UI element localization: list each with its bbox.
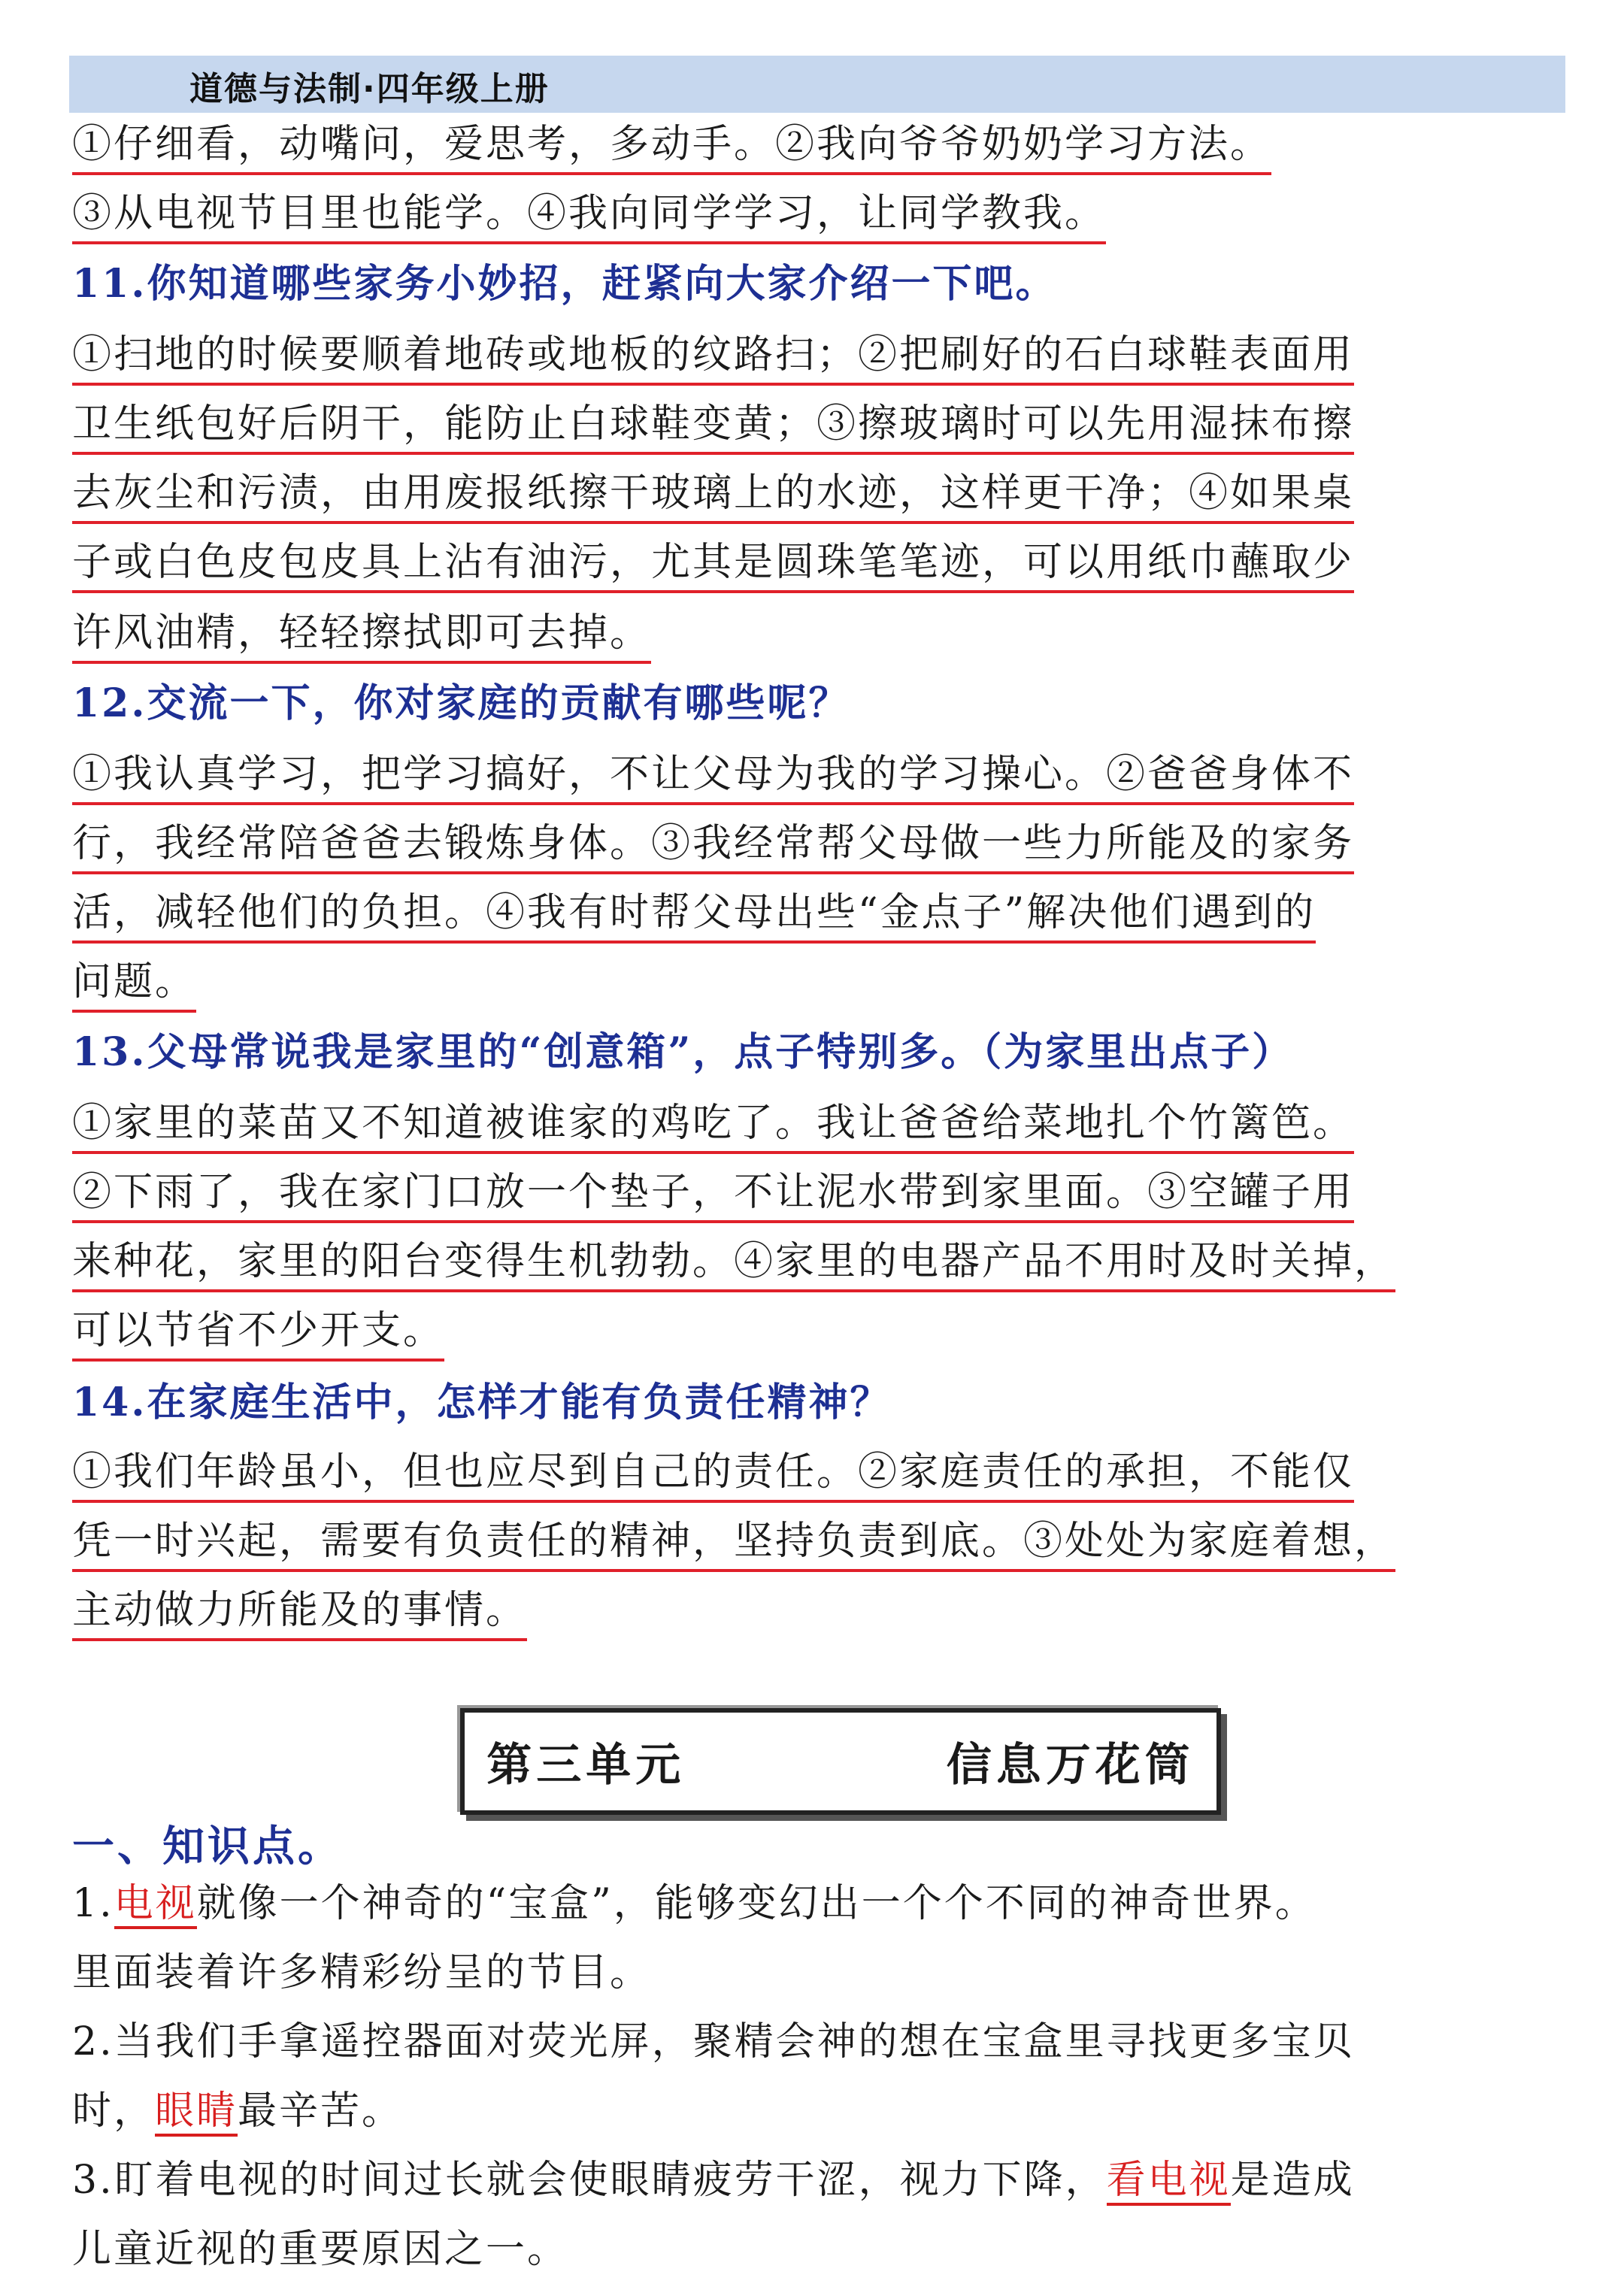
answer-line: 子或白色皮包皮具上沾有油污，尤其是圆珠笔笔迹，可以用纸巾蘸取少: [72, 531, 1354, 594]
answer-line: ①家里的菜苗又不知道被谁家的鸡吃了。我让爸爸给菜地扎个竹篱笆。: [72, 1092, 1354, 1155]
answer-line: 卫生纸包好后阴干，能防止白球鞋变黄；③擦玻璃时可以先用湿抹布擦: [72, 392, 1354, 456]
header-title: 道德与法制·四年级上册: [189, 70, 550, 108]
answer-line: 问题。: [72, 950, 196, 1013]
unit-title: 第三单元 信息万花筒: [486, 1739, 1195, 1792]
answer-line: 凭一时兴起，需要有负责任的精神，坚持负责到底。③处处为家庭着想，: [72, 1510, 1395, 1573]
unit-title-box: [460, 1708, 1221, 1815]
answer-line: ①仔细看，动嘴问，爱思考，多动手。②我向爷爷奶奶学习方法。: [72, 113, 1271, 176]
question-12: 12.交流一下，你对家庭的贡献有哪些呢？: [72, 680, 850, 726]
knowledge-2: 2.当我们手拿遥控器面对荧光屏，聚精会神的想在宝盒里寻找更多宝贝: [72, 2019, 1355, 2064]
header-bar: [69, 56, 1565, 113]
knowledge-3-cont: 儿童近视的重要原因之一。: [72, 2227, 569, 2272]
answer-line: ①我们年龄虽小，但也应尽到自己的责任。②家庭责任的承担，不能仅: [72, 1440, 1354, 1504]
answer-line: 活，减轻他们的负担。④我有时帮父母出些“金点子”解决他们遇到的: [72, 881, 1316, 944]
knowledge-3: 3.盯着电视的时间过长就会使眼睛疲劳干涩，视力下降，看电视是造成: [72, 2149, 1355, 2212]
highlight-term: 看电视: [1107, 2158, 1231, 2206]
answer-line: 可以节省不少开支。: [72, 1299, 444, 1362]
answer-line: ①扫地的时候要顺着地砖或地板的纹路扫；②把刷好的石白球鞋表面用: [72, 323, 1354, 386]
highlight-term: 电视: [114, 1881, 197, 1929]
answer-line: 去灰尘和污渍，由用废报纸擦干玻璃上的水迹，这样更干净；④如果桌: [72, 462, 1354, 525]
answer-line: 来种花，家里的阳台变得生机勃勃。④家里的电器产品不用时及时关掉，: [72, 1230, 1395, 1293]
answer-line: 行，我经常陪爸爸去锻炼身体。③我经常帮父母做一些力所能及的家务: [72, 812, 1354, 875]
section-title: 一、知识点。: [72, 1822, 343, 1871]
answer-line: 主动做力所能及的事情。: [72, 1579, 527, 1642]
answer-line: 许风油精，轻轻擦拭即可去掉。: [72, 601, 651, 665]
knowledge-2-cont: 时，眼睛最辛苦。: [72, 2079, 403, 2143]
answer-line: ②下雨了，我在家门口放一个垫子，不让泥水带到家里面。③空罐子用: [72, 1161, 1354, 1224]
highlight-term: 眼睛: [155, 2089, 238, 2137]
knowledge-1: 1.电视就像一个神奇的“宝盒”，能够变幻出一个个不同的神奇世界。: [72, 1872, 1316, 1935]
knowledge-1-cont: 里面装着许多精彩纷呈的节目。: [72, 1950, 652, 1995]
question-13: 13.父母常说我是家里的“创意箱”，点子特别多。（为家里出点子）: [72, 1029, 1294, 1075]
question-11: 11.你知道哪些家务小妙招，赶紧向大家介绍一下吧。: [72, 261, 1057, 307]
question-14: 14.在家庭生活中，怎样才能有负责任精神？: [72, 1380, 892, 1425]
answer-line: ①我认真学习，把学习搞好，不让父母为我的学习操心。②爸爸身体不: [72, 743, 1354, 806]
answer-line: ③从电视节目里也能学。④我向同学学习，让同学教我。: [72, 182, 1106, 245]
